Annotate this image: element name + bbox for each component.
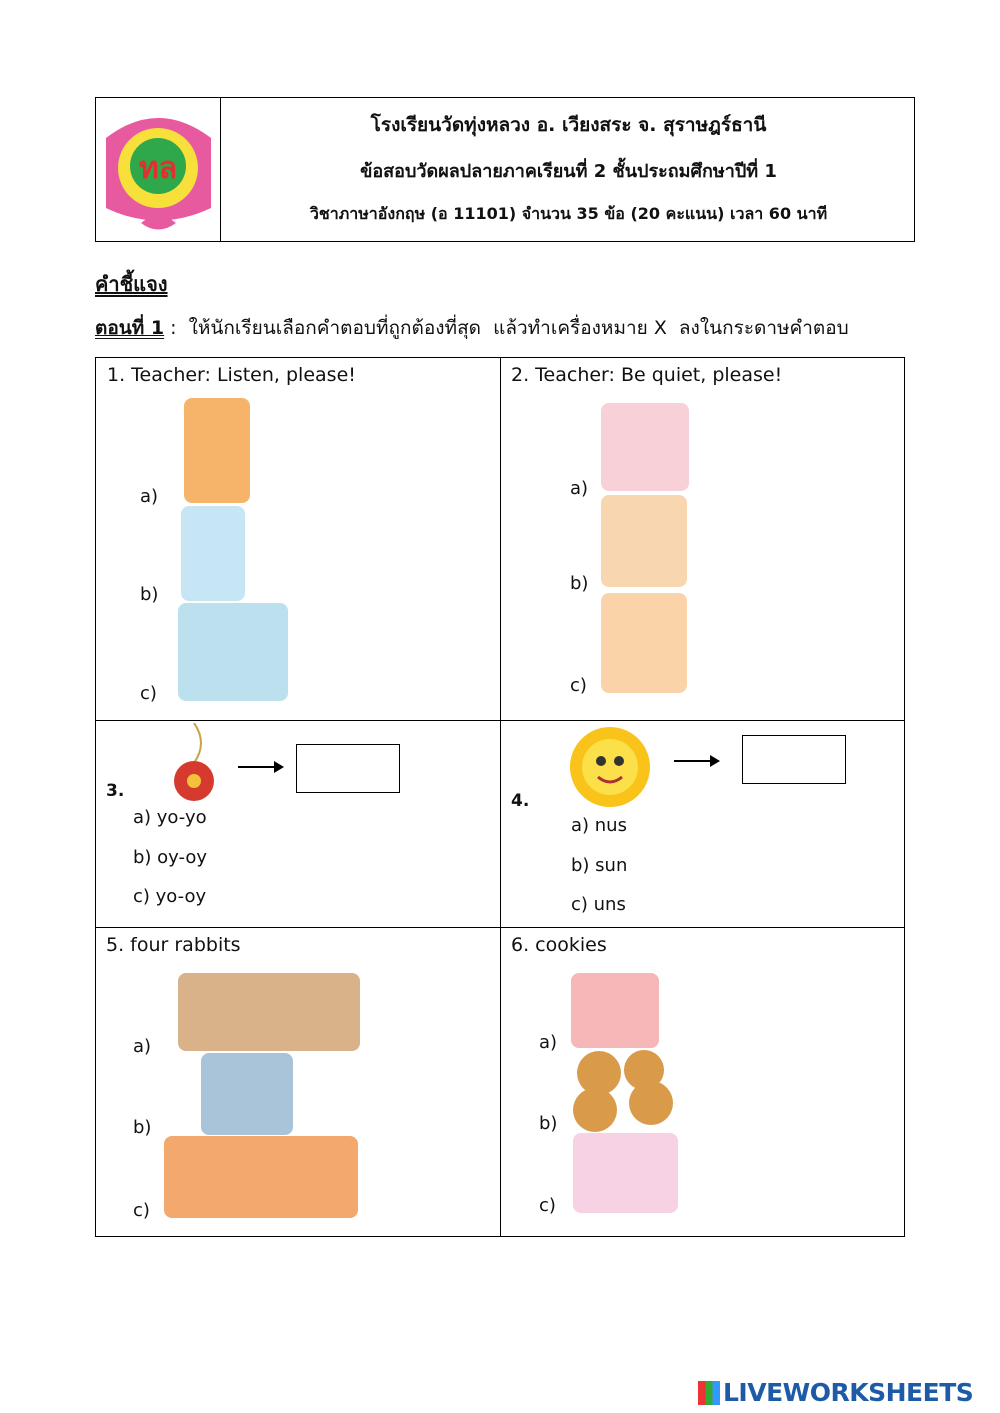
boy-sitting-image [178, 603, 288, 701]
option-b[interactable]: b) [133, 1117, 152, 1138]
liveworksheets-watermark [698, 1378, 973, 1407]
girl-quiet-image [601, 593, 687, 693]
part-label: ตอนที่ 1 [95, 317, 165, 339]
option-a[interactable]: a) [570, 478, 589, 499]
option-a[interactable]: a) yo-yo [133, 807, 207, 828]
answer-box[interactable] [742, 735, 846, 784]
answer-box[interactable] [296, 744, 400, 793]
question-5 [95, 927, 501, 1237]
option-c[interactable]: c) [570, 675, 587, 696]
question-title: 5. four rabbits [106, 934, 241, 956]
rabbits-image [164, 1136, 358, 1218]
instructions-heading: คำชี้แจง [95, 272, 168, 296]
option-c[interactable]: c) [133, 1200, 150, 1221]
liveworksheets-logo-icon [698, 1381, 720, 1405]
option-c[interactable]: c) [539, 1195, 556, 1216]
option-b[interactable]: b) sun [571, 855, 628, 876]
girl-running-image [601, 403, 689, 491]
cookies-image [569, 1048, 679, 1133]
question-1 [95, 357, 501, 721]
option-b[interactable]: b) [570, 573, 589, 594]
watermark-text: LIVEWORKSHEETS [723, 1378, 974, 1407]
cake-image [571, 973, 659, 1048]
question-title: 1. Teacher: Listen, please! [107, 364, 356, 386]
boy-brushing-teeth-image [601, 495, 687, 587]
arrow-icon [238, 766, 282, 768]
option-c[interactable]: c) yo-oy [133, 886, 207, 907]
yoyo-image [168, 723, 220, 803]
option-c[interactable]: c) uns [571, 894, 626, 915]
subject-info: วิชาภาษาอังกฤษ (อ 11101) จำนวน 35 ข้อ (20 คะแนน) เวลา 60 นาที [309, 204, 828, 223]
candies-image [573, 1133, 678, 1213]
cats-image [201, 1053, 293, 1135]
question-title: 2. Teacher: Be quiet, please! [511, 364, 783, 386]
question-title: 4. [511, 791, 530, 811]
boy-listening-image [181, 506, 245, 601]
part-text: : ให้นักเรียนเลือกคำตอบที่ถูกต้องที่สุด แล้วทำเครื่องหมาย X ลงในกระดาษคำตอบ [164, 317, 849, 339]
exam-title: ข้อสอบวัดผลปลายภาคเรียนที่ 2 ชั้นประถมศึกษาปีที่ 1 [360, 161, 777, 182]
option-a[interactable]: a) nus [571, 815, 627, 836]
option-a[interactable]: a) [539, 1032, 558, 1053]
arrow-icon [674, 760, 718, 762]
option-b[interactable]: b) oy-oy [133, 847, 208, 868]
option-b[interactable]: b) [539, 1113, 558, 1134]
instructions-line [95, 313, 849, 343]
dogs-image [178, 973, 360, 1051]
option-a[interactable]: a) [133, 1036, 152, 1057]
school-name: โรงเรียนวัดทุ่งหลวง อ. เวียงสระ จ. สุราษฎร์ธานี [370, 114, 767, 136]
question-title: 3. [106, 781, 125, 801]
boy-running-image [184, 398, 250, 503]
question-4 [500, 720, 905, 928]
option-a[interactable]: a) [140, 486, 159, 507]
question-6 [500, 927, 905, 1237]
school-logo [96, 98, 221, 241]
option-c[interactable]: c) [140, 683, 157, 704]
question-3 [95, 720, 501, 928]
header-table [95, 97, 915, 242]
question-2 [500, 357, 905, 721]
logo-text: ทล [138, 151, 178, 186]
question-title: 6. cookies [511, 934, 607, 956]
option-b[interactable]: b) [140, 584, 159, 605]
sun-image [564, 725, 656, 809]
